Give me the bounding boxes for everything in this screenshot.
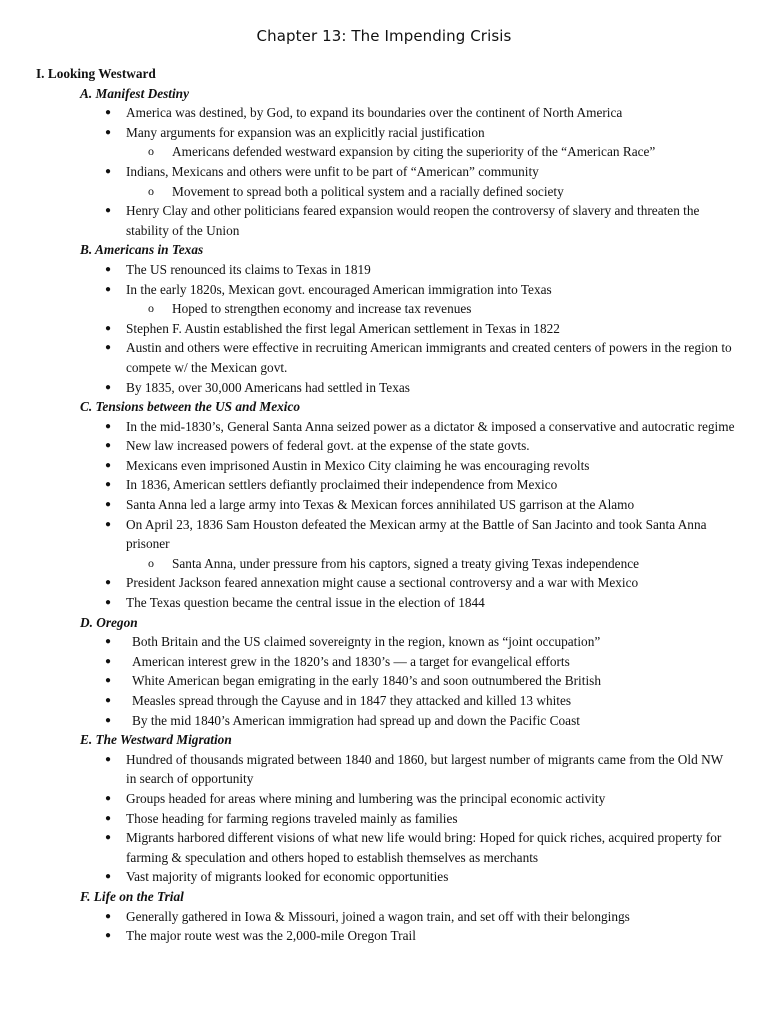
bullet-icon: ● <box>105 459 112 471</box>
subheading-life-on-the-trial: F. Life on the Trial <box>80 888 184 904</box>
sub-list-item: o Hoped to strengthen economy and increase tax revenues <box>36 299 736 319</box>
list-item: ● By 1835, over 30,000 Americans had settled in Texas <box>36 378 736 398</box>
list-item: ● In 1836, American settlers defiantly proclaimed their independence from Mexico <box>36 475 736 495</box>
bullet-list-f <box>36 907 736 946</box>
bullet-list-a <box>36 103 736 240</box>
bullet-list-b <box>36 260 736 397</box>
list-item: ● The US renounced its claims to Texas in 1819 <box>36 260 736 280</box>
list-item: ● American interest grew in the 1820’s and 1830’s — a target for evangelical efforts <box>36 652 736 672</box>
list-item: ● Hundred of thousands migrated between 1840 and 1860, but largest number of migrants came from the Old NW in search of opportunity <box>105 751 723 787</box>
bullet-icon: ● <box>105 930 112 942</box>
bullet-icon: ● <box>105 479 112 491</box>
bullet-icon: ● <box>105 597 112 609</box>
list-item: ● Measles spread through the Cayuse and in 1847 they attacked and killed 13 whites <box>36 691 736 711</box>
list-item: ● Generally gathered in Iowa & Missouri, joined a wagon train, and set off with their belongings <box>36 907 736 927</box>
bullet-icon: ● <box>105 283 112 295</box>
list-item: ● President Jackson feared annexation might cause a sectional controversy and a war with Mexico <box>36 573 736 593</box>
circle-bullet-icon: o <box>148 301 154 316</box>
bullet-icon: ● <box>105 695 112 706</box>
bullet-icon: ● <box>105 126 112 138</box>
sub-list-item: o Movement to spread both a political system and a racially defined society <box>36 182 736 202</box>
bullet-icon: ● <box>105 381 112 393</box>
list-item: ● In the mid-1830’s, General Santa Anna seized power as a dictator & imposed a conservative and autocratic regime <box>36 417 736 437</box>
bullet-icon: ● <box>105 322 112 334</box>
bullet-icon: ● <box>105 812 112 824</box>
bullet-icon: ● <box>105 655 112 667</box>
bullet-icon: ● <box>105 499 112 511</box>
subheading-manifest-destiny: A. Manifest Destiny <box>80 85 189 101</box>
list-item: ● Mexicans even imprisoned Austin in Mexico City claiming he was encouraging revolts <box>36 456 736 476</box>
circle-bullet-icon: o <box>148 144 154 159</box>
bullet-icon: ● <box>105 792 112 804</box>
circle-bullet-icon: o <box>148 555 154 570</box>
bullet-icon: ● <box>105 518 112 530</box>
bullet-list-d <box>36 632 736 730</box>
subheading-americans-in-texas: B. Americans in Texas <box>80 242 204 258</box>
subheading-oregon: D. Oregon <box>80 614 138 630</box>
list-item: ● Both Britain and the US claimed sovereignty in the region, known as “joint occupation” <box>36 632 736 652</box>
list-item: ● Groups headed for areas where mining and lumbering was the principal economic activity <box>36 789 736 809</box>
bullet-icon: ● <box>105 263 112 275</box>
list-item: ● Stephen F. Austin established the first legal American settlement in Texas in 1822 <box>36 319 736 339</box>
list-item: ● New law increased powers of federal govt. at the expense of the state govts. <box>36 436 736 456</box>
list-item: ● The major route west was the 2,000-mile Oregon Trail <box>36 926 736 946</box>
bullet-icon: ● <box>105 871 112 883</box>
bullet-icon: ● <box>105 753 112 765</box>
bullet-icon: ● <box>105 440 112 452</box>
bullet-icon: ● <box>105 107 112 119</box>
list-item: ● Vast majority of migrants looked for economic opportunities <box>36 867 736 887</box>
list-item: ● In the early 1820s, Mexican govt. encouraged American immigration into Texas o Hoped to strengthen economy and increase tax revenues <box>36 280 736 319</box>
subheading-westward-migration: E. The Westward Migration <box>80 732 232 748</box>
outline <box>36 64 736 946</box>
sub-list-item: o Santa Anna, under pressure from his captors, signed a treaty giving Texas independence <box>36 554 736 574</box>
section-heading: I. Looking Westward <box>36 66 156 81</box>
bullet-icon: ● <box>105 205 112 217</box>
list-item: ● Henry Clay and other politicians feared expansion would reopen the controversy of slavery and threaten the stability of the Union <box>105 203 700 238</box>
bullet-icon: ● <box>105 420 112 432</box>
list-item: ● Santa Anna led a large army into Texas & Mexican forces annihilated US garrison at the Alamo <box>36 495 736 515</box>
list-item: ● The Texas question became the central issue in the election of 1844 <box>36 593 736 613</box>
bullet-icon: ● <box>105 342 112 354</box>
bullet-icon: ● <box>105 910 112 922</box>
list-item: ● Indians, Mexicans and others were unfit to be part of “American” community o Movement to spread both a political system and a racially defined society <box>36 162 736 201</box>
bullet-icon: ● <box>105 636 112 648</box>
bullet-icon: ● <box>105 675 112 687</box>
list-item: ● On April 23, 1836 Sam Houston defeated the Mexican army at the Battle of San Jacinto and took Santa Anna prisoner o Santa Anna, under pressure from his captors, signed a treaty giving Texas independence <box>36 515 736 574</box>
circle-bullet-icon: o <box>148 183 154 198</box>
list-item: ● America was destined, by God, to expand its boundaries over the continent of North America <box>36 103 736 123</box>
bullet-list-c <box>36 417 736 613</box>
list-item: ● White American began emigrating in the early 1840’s and soon outnumbered the British <box>36 671 736 691</box>
bullet-icon: ● <box>105 577 112 589</box>
subheading-tensions: C. Tensions between the US and Mexico <box>80 399 301 415</box>
bullet-icon: ● <box>105 165 112 177</box>
list-item: ● Those heading for farming regions traveled mainly as families <box>36 809 736 829</box>
bullet-icon: ● <box>105 832 112 844</box>
chapter-title: Chapter 13: The Impending Crisis <box>256 27 512 45</box>
bullet-list-e <box>36 750 736 887</box>
list-item: ● Many arguments for expansion was an explicitly racial justification o Americans defended westward expansion by citing the superiority of the “American Race” <box>36 123 736 162</box>
bullet-icon: ● <box>105 714 112 726</box>
list-item: ● Austin and others were effective in recruiting American immigrants and created centers of powers in the region to compete w/ the Mexican govt. <box>105 340 732 375</box>
sub-list-item: o Americans defended westward expansion by citing the superiority of the “American Race” <box>36 142 736 162</box>
list-item: ● Migrants harbored different visions of what new life would bring: Hoped for quick riches, acquired property for farming & speculation and others hoped to establish themselves as merchants <box>105 830 722 865</box>
list-item: ● By the mid 1840’s American immigration had spread up and down the Pacific Coast <box>36 711 736 731</box>
